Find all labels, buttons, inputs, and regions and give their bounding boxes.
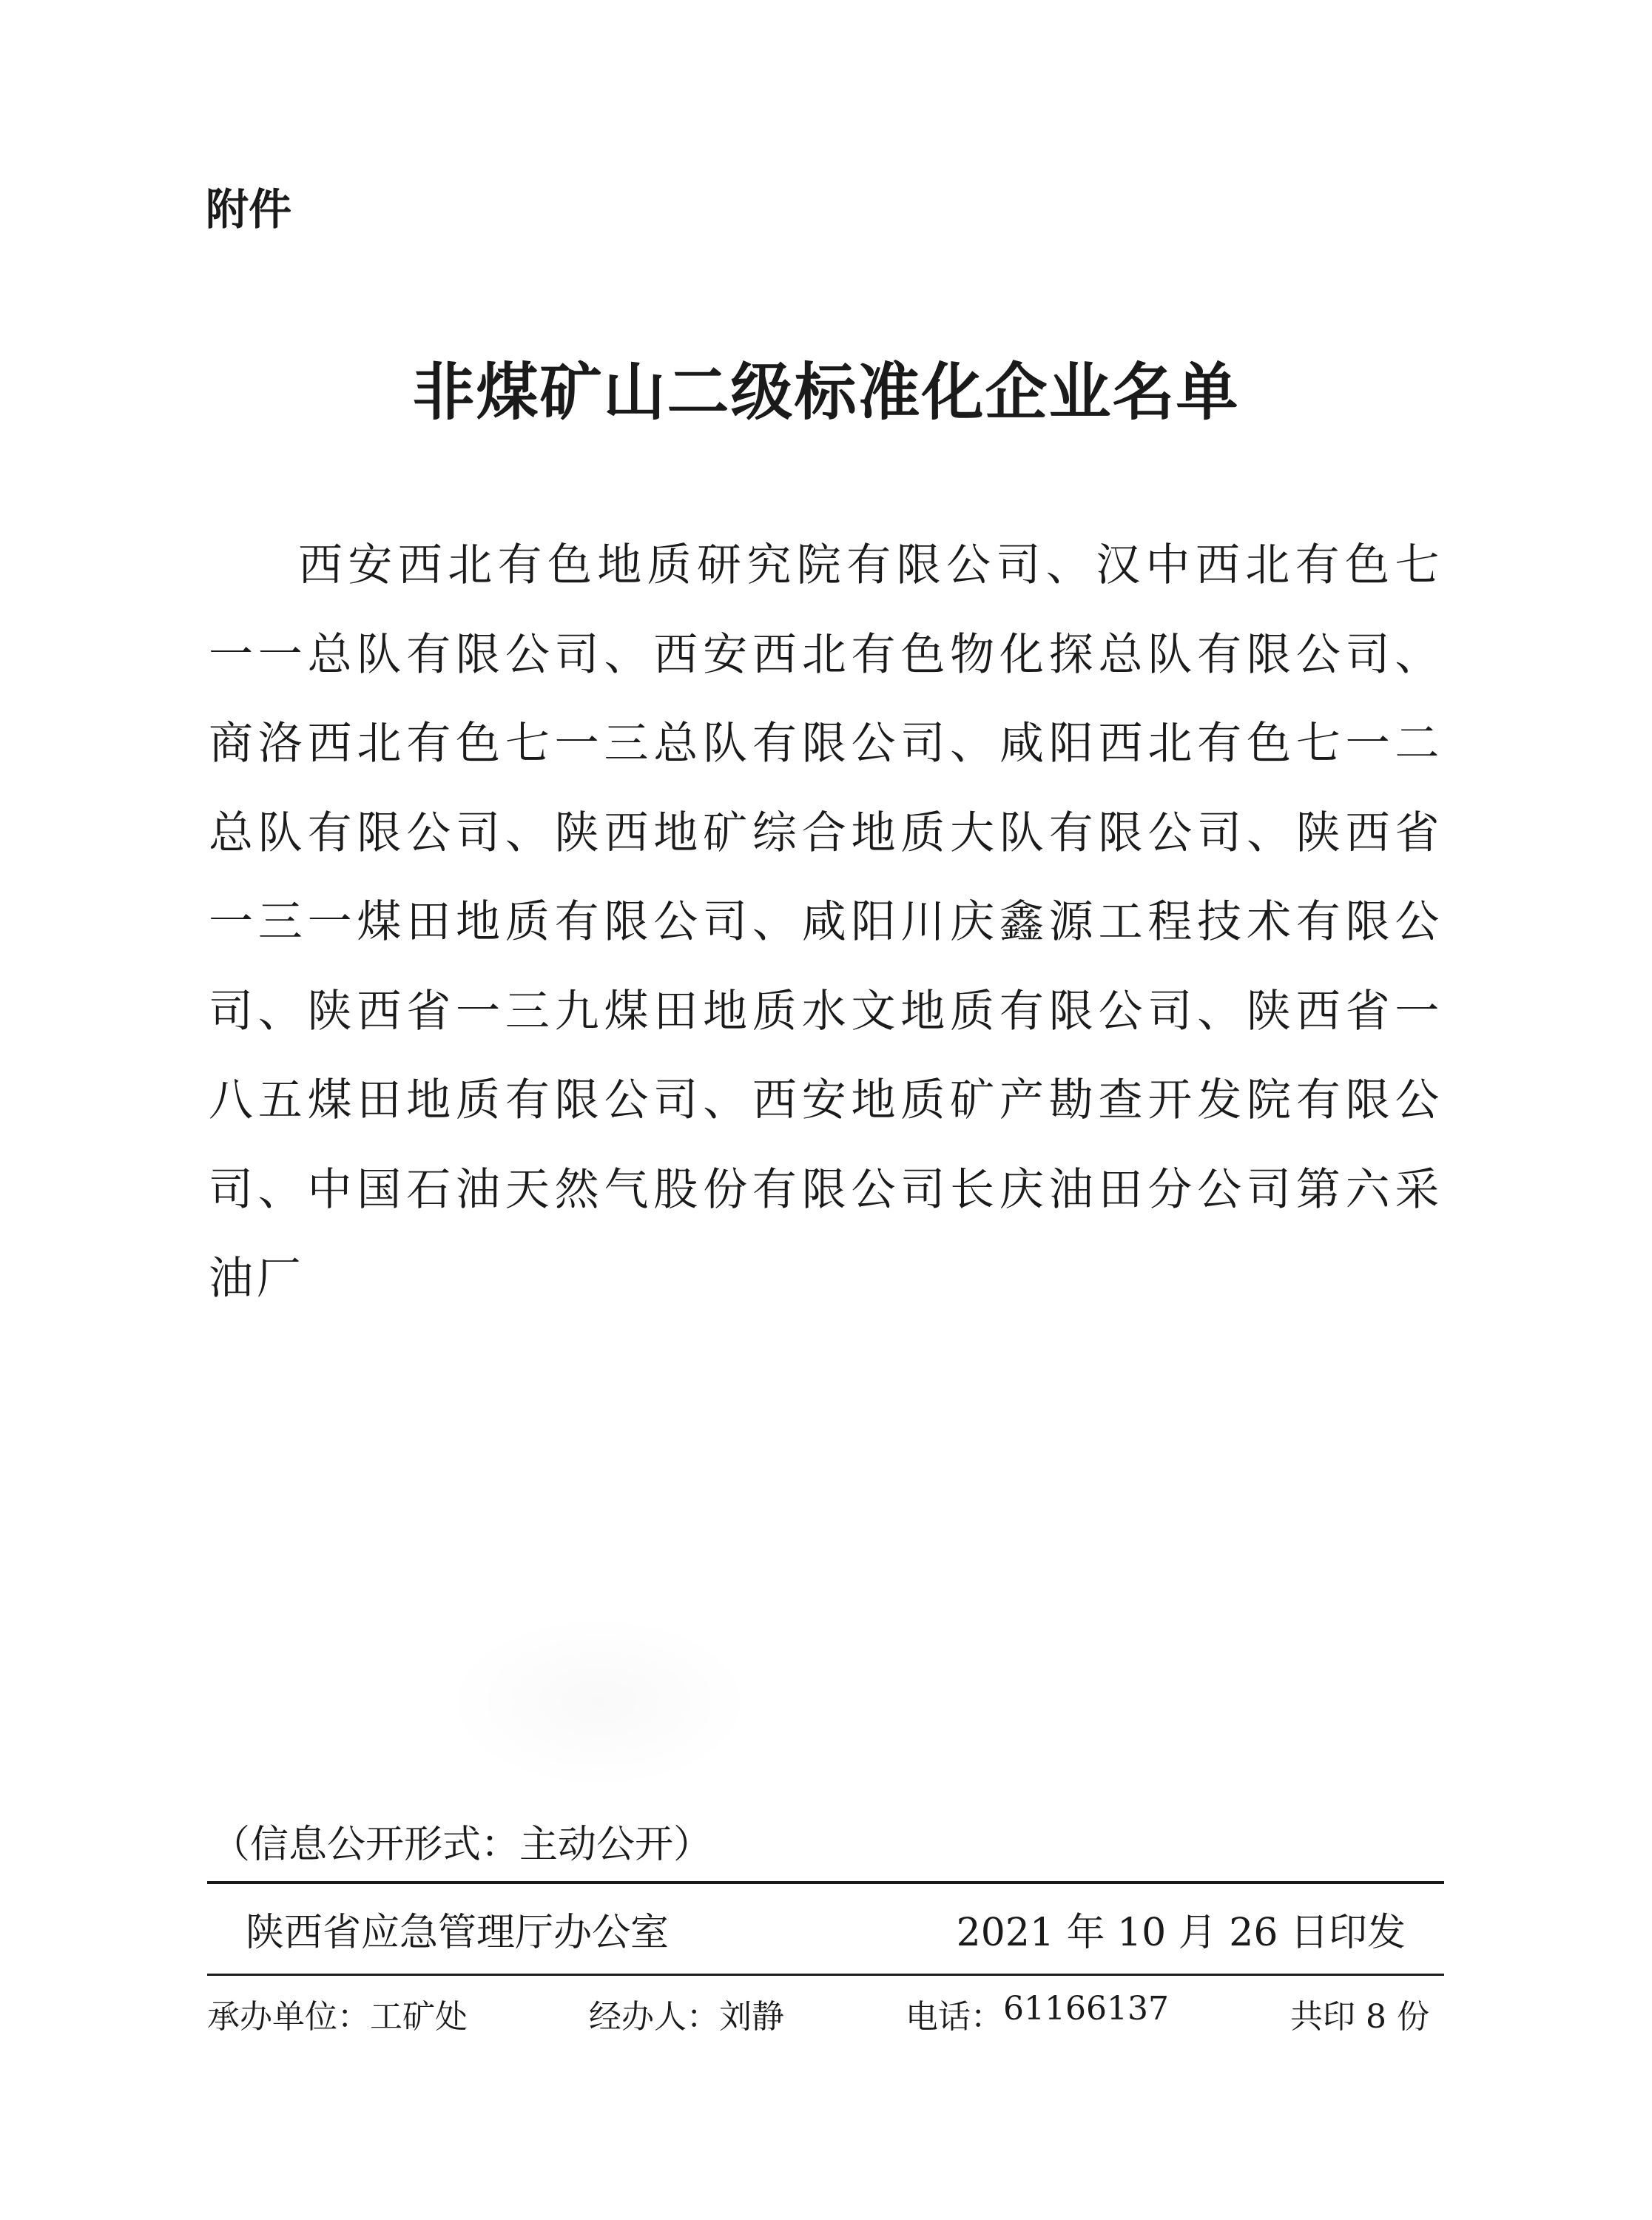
handling-unit-label: 承办单位： [207, 1998, 370, 2036]
company-list-paragraph: 西安西北有色地质研究院有限公司、汉中西北有色七一一总队有限公司、西安西北有色物化探总队有限公司、商洛西北有色七一三总队有限公司、咸阳西北有色七一二总队有限公司、陕西地矿综合地质大队有限公司、陕西省一三一煤田地质有限公司、咸阳川庆鑫源工程技术有限公司、陕西省一三九煤田地质水文地质有限公司、陕西省一八五煤田地质有限公司、西安地质矿产勘查开发院有限公司、中国石油天然气股份有限公司长庆油田分公司第六采油厂 [209, 539, 1443, 1305]
contact-row [207, 1988, 1444, 2039]
issuer-name: 陕西省应急管理厅办公室 [246, 1910, 670, 1955]
handling-unit [207, 1990, 468, 2037]
handling-unit-value: 工矿处 [370, 1998, 468, 2036]
phone-value: 61166137 [1003, 1990, 1169, 2028]
disclosure-note: （信息公开形式：主动公开） [212, 1823, 712, 1867]
handler [589, 1990, 784, 2037]
document-title: 非煤矿山二级标准化企业名单 [412, 355, 1240, 428]
issue-date: 2021 年 10 月 26 日印发 [956, 1910, 1406, 1955]
copies-count: 共印 8 份 [1290, 1998, 1429, 2036]
phone [906, 1990, 1169, 2037]
phone-label: 电话： [906, 1998, 1004, 2036]
handler-value: 刘静 [719, 1998, 785, 2036]
scan-smudge [444, 1613, 755, 1791]
footer-middle-rule [207, 1974, 1444, 1976]
attachment-label: 附件 [206, 184, 292, 235]
footer-top-rule [207, 1881, 1444, 1884]
handler-label: 经办人： [589, 1998, 720, 2036]
issuer-row [207, 1900, 1444, 1957]
